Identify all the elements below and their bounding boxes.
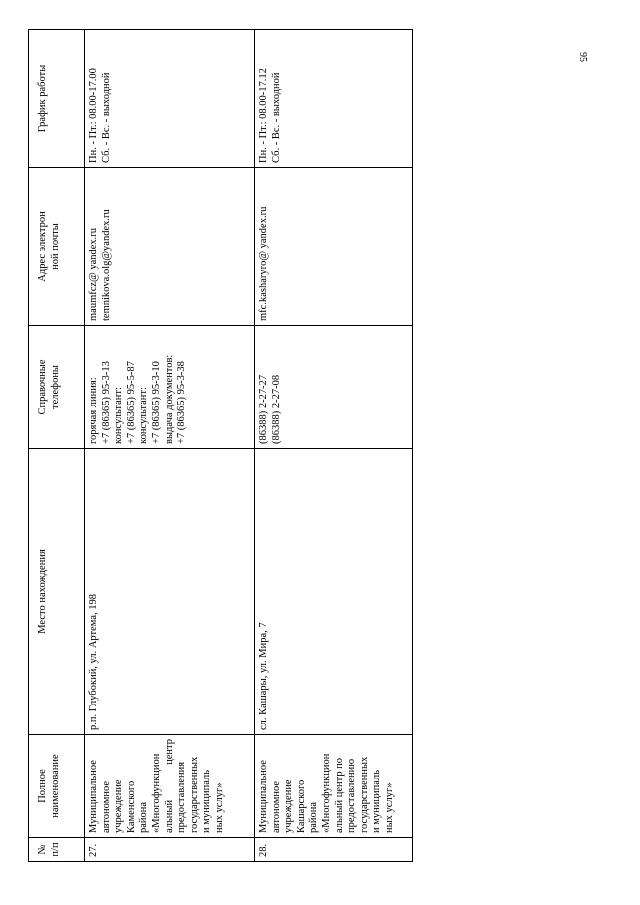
rotated-table-container [28, 30, 412, 862]
row-name: Муниципальное автономное учреждение Каменского района «Многофункцион альный центр предоставления государственных и муниципаль ных услуг» [85, 735, 255, 838]
row-email: mfc.kasharyro@ yandex.ru [255, 168, 413, 326]
header-name: Полное наименование [29, 735, 85, 838]
header-location: Место нахождения [29, 449, 85, 735]
header-schedule: График работы [29, 30, 85, 168]
row-phones: горячая линия: +7 (86365) 95-3-13 консультант: +7 (86365) 95-5-87 консультант: +7 (86365) 95-3-10 выдача документов: +7 (86365) 95-3-38 [85, 326, 255, 449]
mfc-table [28, 29, 413, 862]
header-phones: Справочные телефоны [29, 326, 85, 449]
row-schedule: Пн. - Пт.: 08.00-17.00 Сб. - Вс. - выходной [85, 30, 255, 168]
row-schedule: Пн. - Пт.: 08.00-17.12 Сб. - Вс. - выходной [255, 30, 413, 168]
row-num: 28. [255, 838, 413, 862]
page-number: 95 [577, 52, 588, 62]
table-row [255, 30, 413, 862]
header-num: № п/п [29, 838, 85, 862]
table-header-row [29, 30, 85, 862]
row-location: р.п. Глубокий, ул. Артема, 198 [85, 449, 255, 735]
table-row [85, 30, 255, 862]
header-email: Адрес электрон ной почты [29, 168, 85, 326]
row-num: 27. [85, 838, 255, 862]
row-name: Муниципальное автономное учреждение Кашарского района «Многофункцион альный центр по предоставлению государственных и муниципаль ных услуг» [255, 735, 413, 838]
row-email: maumfcz@ yandex.ru temnikova.olg@yandex.ru [85, 168, 255, 326]
row-phones: (86388) 2-27-27 (86388) 2-27-08 [255, 326, 413, 449]
row-location: сл. Кашары, ул. Мира, 7 [255, 449, 413, 735]
